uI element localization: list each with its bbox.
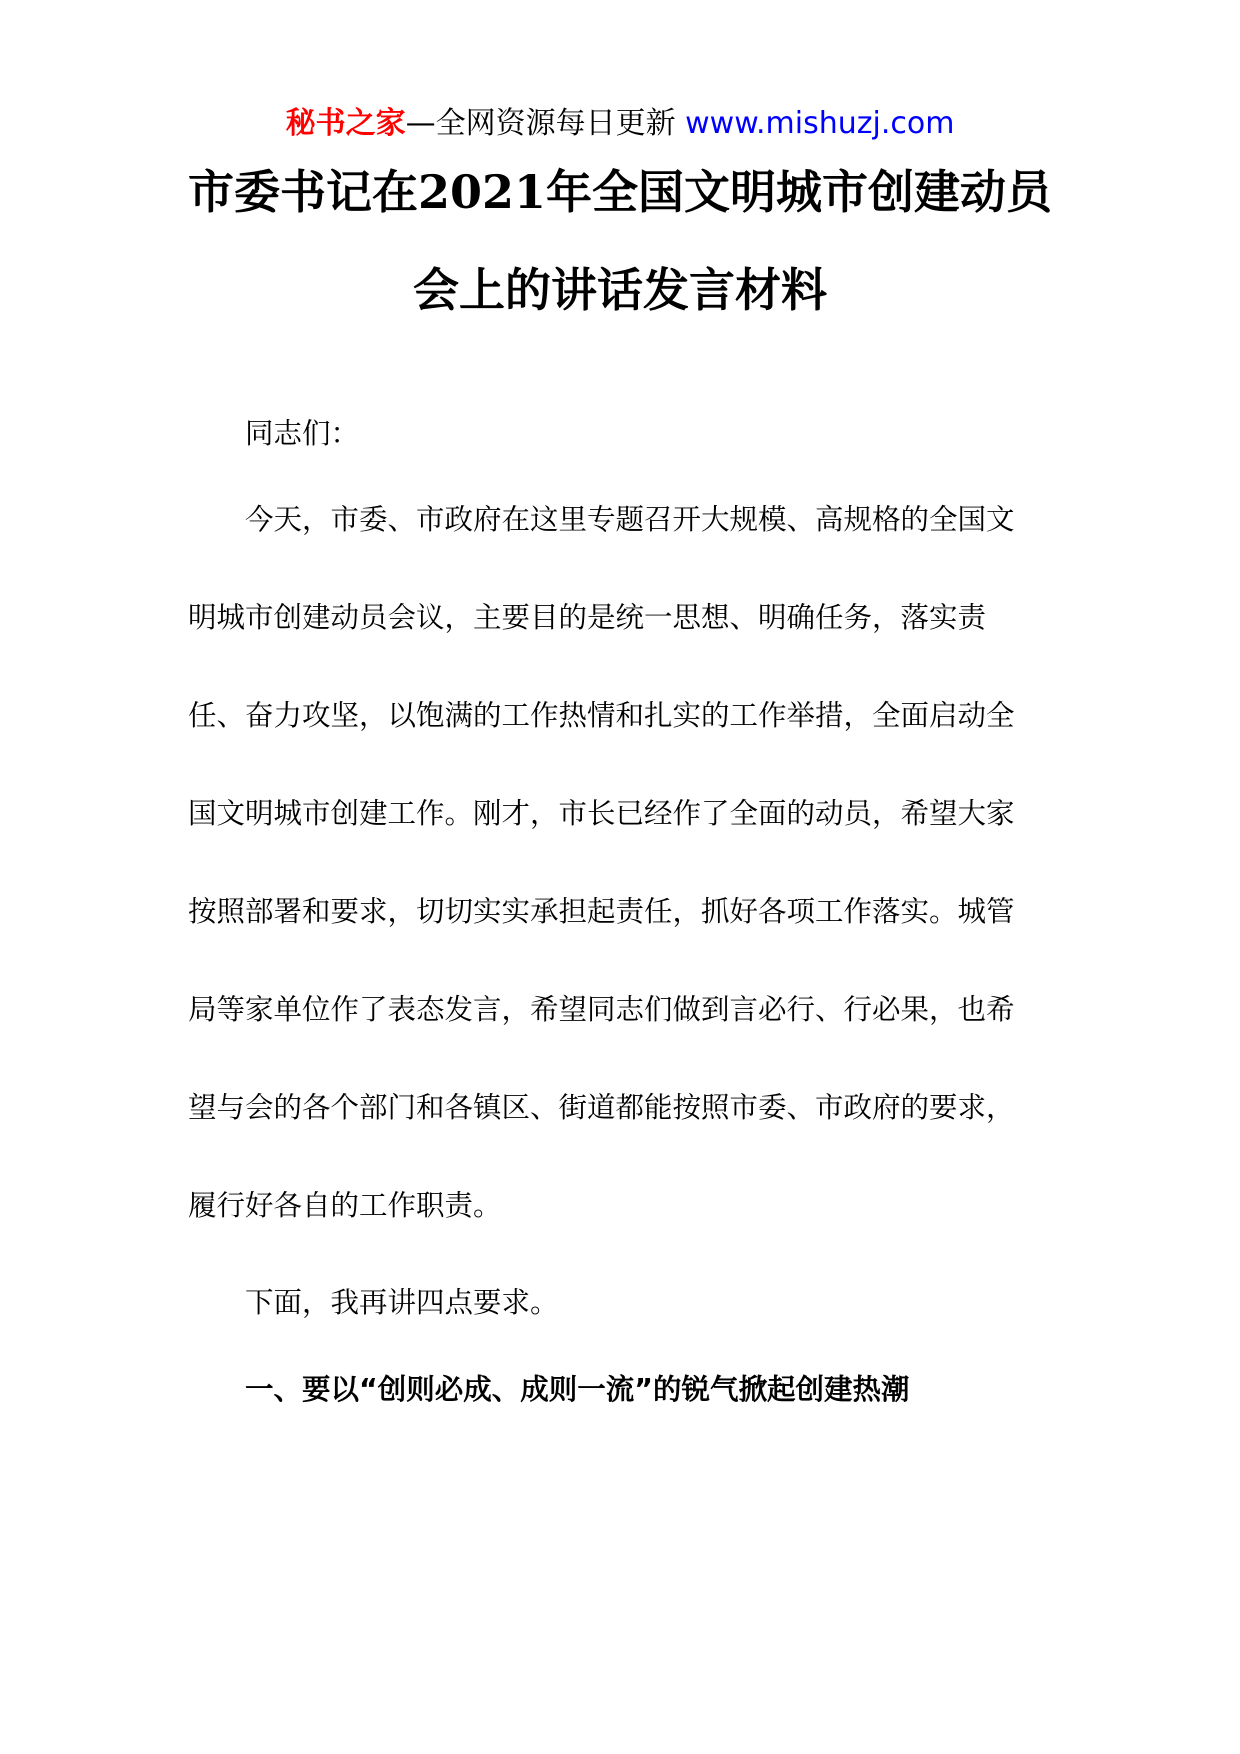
document-title-line-2: 会上的讲话发言材料	[413, 263, 827, 317]
salutation: 同志们：	[245, 417, 360, 450]
paragraph-1-line: 望与会的各个部门和各镇区、街道都能按照市委、市政府的要求，	[188, 1091, 1015, 1124]
paragraph-1-line: 局等家单位作了表态发言，希望同志们做到言必行、行必果，也希	[188, 993, 1015, 1026]
paragraph-2: 下面，我再讲四点要求。	[245, 1286, 559, 1319]
paragraph-1-line: 任、奋力攻坚，以饱满的工作热情和扎实的工作举措，全面启动全	[188, 699, 1015, 732]
site-header	[0, 104, 1240, 144]
paragraph-1-line: 履行好各自的工作职责。	[188, 1189, 502, 1222]
paragraph-1-line: 今天，市委、市政府在这里专题召开大规模、高规格的全国文	[245, 503, 1015, 536]
header-tagline: —全网资源每日更新	[405, 106, 676, 141]
paragraph-1-line: 按照部署和要求，切切实实承担起责任，抓好各项工作落实。城管	[188, 895, 1015, 928]
paragraph-1-line: 国文明城市创建工作。刚才，市长已经作了全面的动员，希望大家	[188, 797, 1015, 830]
paragraph-1	[188, 500, 1048, 1284]
brand-name: 秘书之家	[285, 106, 406, 141]
section-heading-1: 一、要以“创则必成、成则一流”的锐气掀起创建热潮	[245, 1373, 910, 1406]
document-title-line-1: 市委书记在2021年全国文明城市创建动员	[187, 165, 1053, 219]
site-url[interactable]: www.mishuzj.com	[685, 106, 955, 141]
paragraph-1-line: 明城市创建动员会议，主要目的是统一思想、明确任务，落实责	[188, 601, 987, 634]
